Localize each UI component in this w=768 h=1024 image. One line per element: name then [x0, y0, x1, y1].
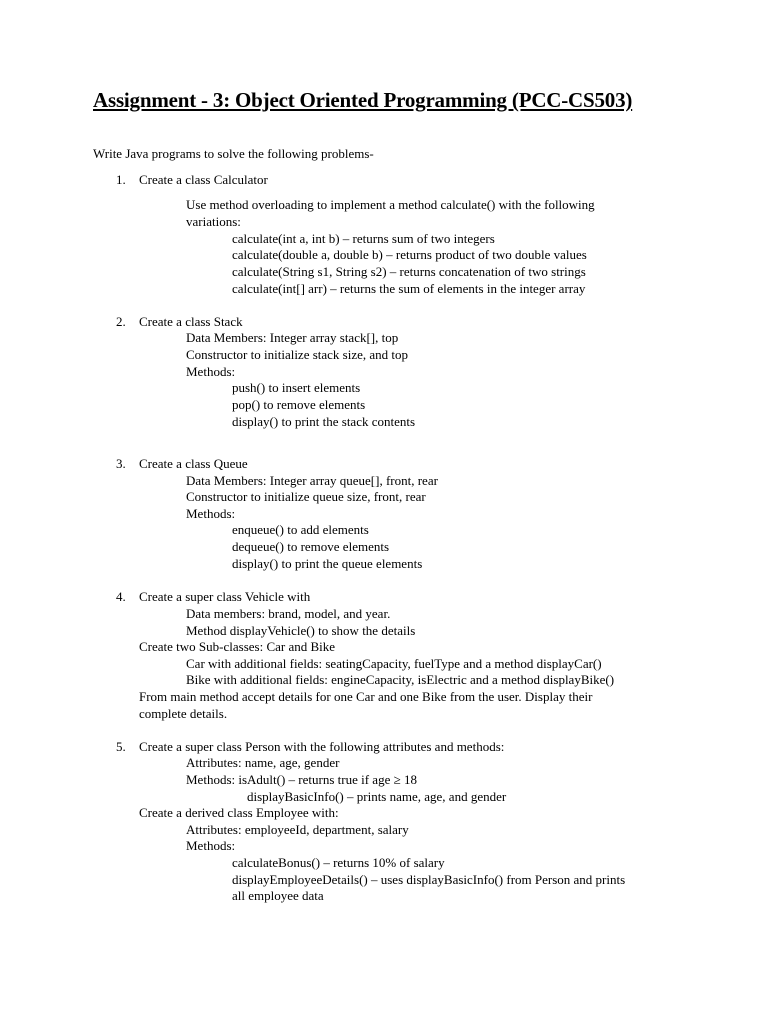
q4-subclasses: Create two Sub-classes: Car and Bike — [139, 639, 336, 654]
q5-methods-line2: displayBasicInfo() – prints name, age, and gender — [247, 789, 507, 804]
q1-desc-line2: variations: — [186, 214, 241, 229]
q2-number: 2. — [116, 314, 126, 329]
q3-method: dequeue() to remove elements — [232, 539, 390, 554]
q1-desc-line1: Use method overloading to implement a method calculate() with the following — [186, 197, 595, 212]
q2-data-members: Data Members: Integer array stack[], top — [186, 330, 399, 345]
q1-item: calculate(double a, double b) – returns product of two double values — [232, 247, 587, 262]
q2-method: pop() to remove elements — [232, 397, 366, 412]
q2-methods-label: Methods: — [186, 364, 236, 379]
intro-text: Write Java programs to solve the following problems- — [93, 146, 374, 161]
q2-heading: Create a class Stack — [139, 314, 243, 329]
q4-bike: Bike with additional fields: engineCapacity, isElectric and a method displayBike() — [186, 672, 615, 687]
q5-attributes: Attributes: name, age, gender — [186, 755, 340, 770]
q3-method: enqueue() to add elements — [232, 522, 369, 537]
q4-number: 4. — [116, 589, 126, 604]
q2-method: display() to print the stack contents — [232, 414, 416, 429]
q1-heading: Create a class Calculator — [139, 172, 268, 187]
q4-data-members: Data members: brand, model, and year. — [186, 606, 391, 621]
q3-number: 3. — [116, 456, 126, 471]
q5-number: 5. — [116, 739, 126, 754]
q4-car: Car with additional fields: seatingCapacity, fuelType and a method displayCar() — [186, 656, 602, 671]
q5-derived: Create a derived class Employee with: — [139, 805, 339, 820]
q2-constructor: Constructor to initialize stack size, and top — [186, 347, 409, 362]
q5-emp-attributes: Attributes: employeeId, department, salary — [186, 822, 409, 837]
q1-item: calculate(int a, int b) – returns sum of two integers — [232, 231, 495, 246]
q5-methods-line1: Methods: isAdult() – returns true if age ≥ 18 — [186, 772, 417, 787]
q1-item: calculate(String s1, String s2) – returns concatenation of two strings — [232, 264, 586, 279]
q4-method: Method displayVehicle() to show the details — [186, 623, 416, 638]
q5-emp-methods-label: Methods: — [186, 838, 236, 853]
q2-method: push() to insert elements — [232, 380, 361, 395]
q3-data-members: Data Members: Integer array queue[], front, rear — [186, 473, 438, 488]
q1-number: 1. — [116, 172, 126, 187]
q3-constructor: Constructor to initialize queue size, front, rear — [186, 489, 426, 504]
q4-main-line1: From main method accept details for one Car and one Bike from the user. Display their — [139, 689, 593, 704]
page-title: Assignment - 3: Object Oriented Programming (PCC-CS503) — [93, 88, 633, 112]
q5-emp-method1: calculateBonus() – returns 10% of salary — [232, 855, 445, 870]
q5-emp-method2-line2: all employee data — [232, 888, 324, 903]
q3-methods-label: Methods: — [186, 506, 236, 521]
q5-heading: Create a super class Person with the following attributes and methods: — [139, 739, 505, 754]
q1-item: calculate(int[] arr) – returns the sum of elements in the integer array — [232, 281, 586, 296]
q5-emp-method2-line1: displayEmployeeDetails() – uses displayBasicInfo() from Person and prints — [232, 872, 626, 887]
q3-heading: Create a class Queue — [139, 456, 248, 471]
q4-heading: Create a super class Vehicle with — [139, 589, 311, 604]
q4-main-line2: complete details. — [139, 706, 228, 721]
q3-method: display() to print the queue elements — [232, 556, 423, 571]
